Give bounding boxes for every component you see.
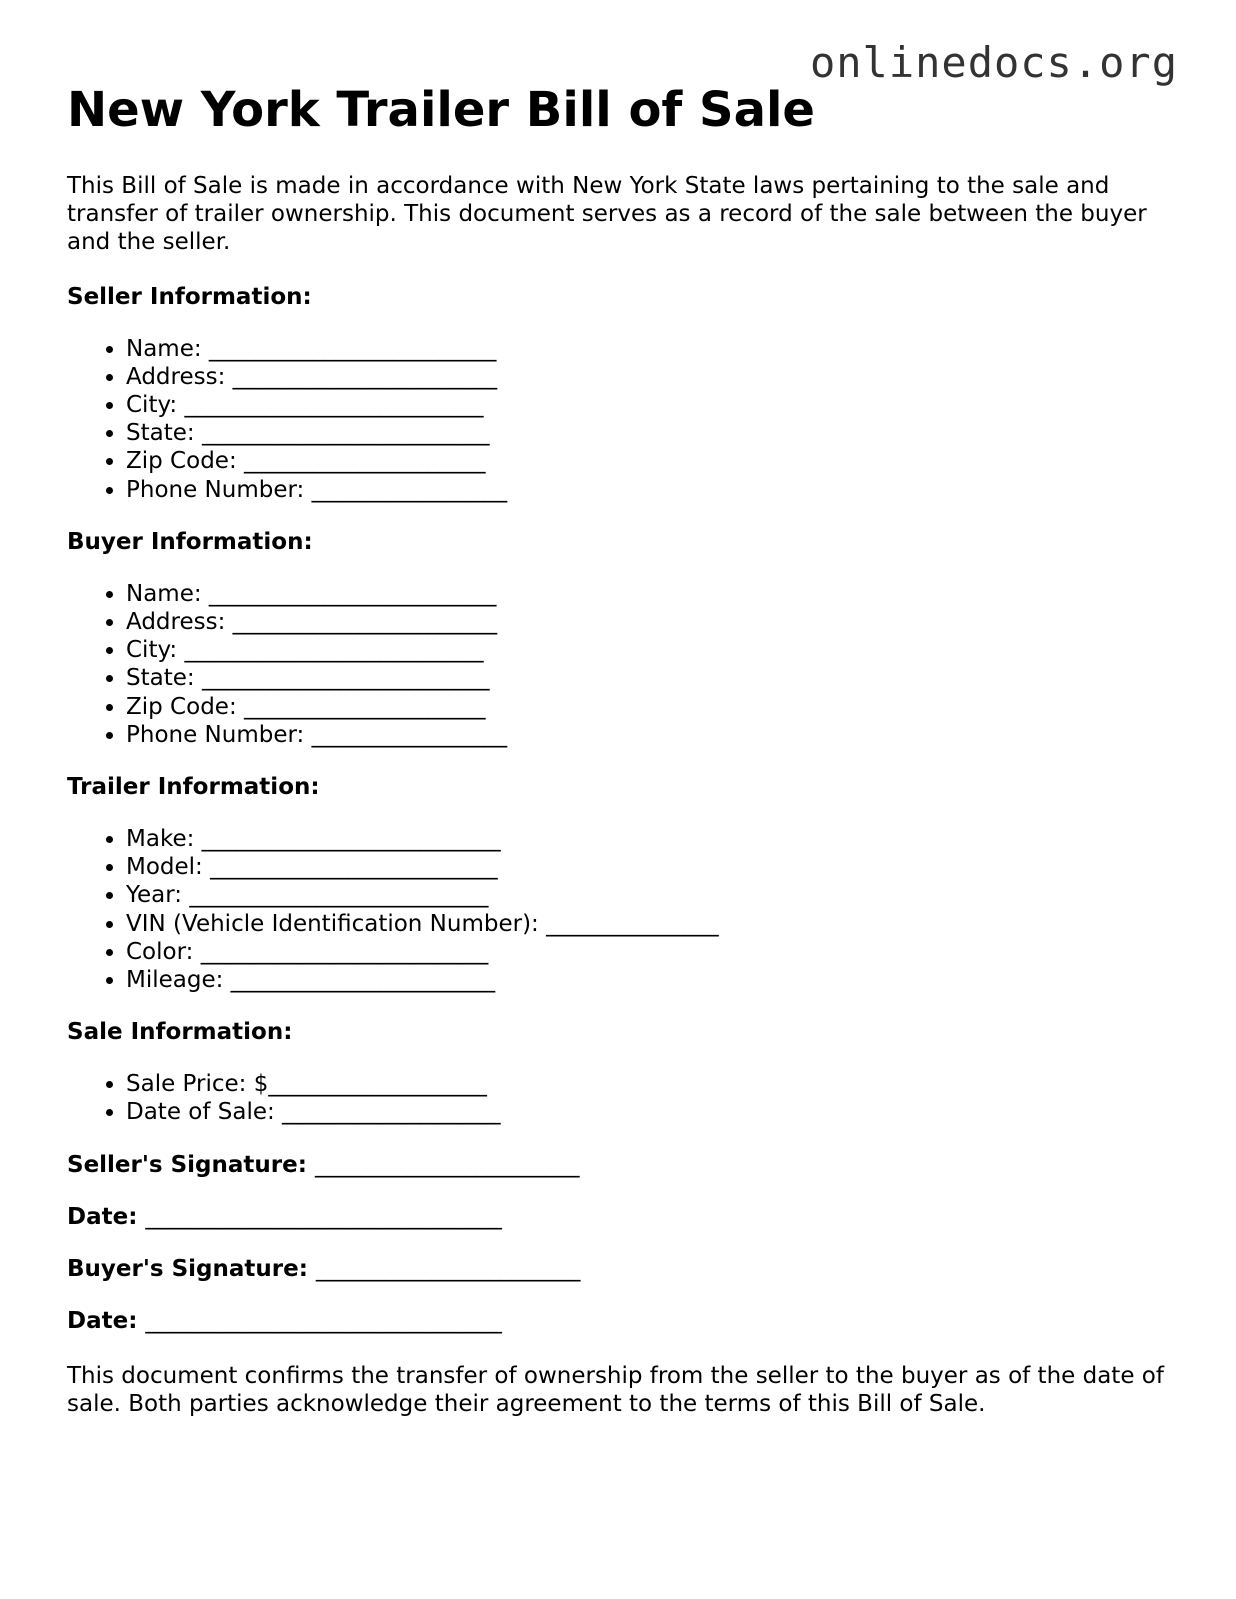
buyer-address-field: • Address: _______________________ — [126, 608, 1177, 636]
seller-state-field: • State: _________________________ — [126, 419, 1177, 447]
buyer-date-line — [67, 1307, 1177, 1335]
sale-field-list — [67, 1070, 1177, 1126]
trailer-mileage-field: • Mileage: _______________________ — [126, 966, 1177, 994]
sale-date-field: • Date of Sale: ___________________ — [126, 1098, 1177, 1126]
buyer-city-field: • City: __________________________ — [126, 636, 1177, 664]
buyer-signature-label: Buyer's Signature: — [67, 1255, 308, 1282]
buyer-zip-field: • Zip Code: _____________________ — [126, 693, 1177, 721]
seller-signature-label: Seller's Signature: — [67, 1151, 307, 1178]
buyer-date-label: Date: — [67, 1307, 138, 1334]
seller-zip-field: • Zip Code: _____________________ — [126, 447, 1177, 475]
trailer-model-field: • Model: _________________________ — [126, 853, 1177, 881]
buyer-date-blank: _______________________________ — [145, 1307, 502, 1334]
document-title: New York Trailer Bill of Sale — [67, 82, 815, 138]
trailer-year-field: • Year: __________________________ — [126, 881, 1177, 909]
buyer-state-field: • State: _________________________ — [126, 664, 1177, 692]
seller-field-list — [67, 335, 1177, 504]
seller-city-field: • City: __________________________ — [126, 391, 1177, 419]
seller-address-field: • Address: _______________________ — [126, 363, 1177, 391]
buyer-phone-field: • Phone Number: _________________ — [126, 721, 1177, 749]
document-page — [67, 82, 1177, 1445]
trailer-make-field: • Make: __________________________ — [126, 825, 1177, 853]
seller-date-label: Date: — [67, 1203, 138, 1230]
seller-signature-line — [67, 1151, 1177, 1179]
trailer-vin-field: • VIN (Vehicle Identification Number): _______________ — [126, 910, 1177, 938]
buyer-field-list — [67, 580, 1177, 749]
buyer-signature-blank: _______________________ — [315, 1255, 581, 1282]
buyer-name-field: • Name: _________________________ — [126, 580, 1177, 608]
buyer-signature-line — [67, 1255, 1177, 1283]
trailer-heading: Trailer Information: — [67, 774, 320, 801]
closing-paragraph: This document confirms the transfer of ownership from the seller to the buyer as of the date of sale. Both parties acknowledge their agreement to the terms of this Bill of Sale. — [67, 1362, 1164, 1417]
sale-price-field: • Sale Price: $___________________ — [126, 1070, 1177, 1098]
seller-date-blank: _______________________________ — [145, 1203, 502, 1230]
trailer-field-list — [67, 825, 1177, 994]
seller-date-line — [67, 1203, 1177, 1231]
sale-heading: Sale Information: — [67, 1019, 293, 1046]
seller-signature-blank: _______________________ — [314, 1151, 580, 1178]
watermark-logo: onlinedocs.org — [809, 38, 1178, 87]
intro-paragraph: This Bill of Sale is made in accordance with New York State laws pertaining to the sale and transfer of trailer ownership. This document serves as a record of the sale between the buyer and the seller. — [67, 172, 1147, 255]
seller-heading: Seller Information: — [67, 283, 312, 310]
seller-name-field: • Name: _________________________ — [126, 335, 1177, 363]
trailer-color-field: • Color: _________________________ — [126, 938, 1177, 966]
seller-phone-field: • Phone Number: _________________ — [126, 476, 1177, 504]
buyer-heading: Buyer Information: — [67, 528, 313, 555]
